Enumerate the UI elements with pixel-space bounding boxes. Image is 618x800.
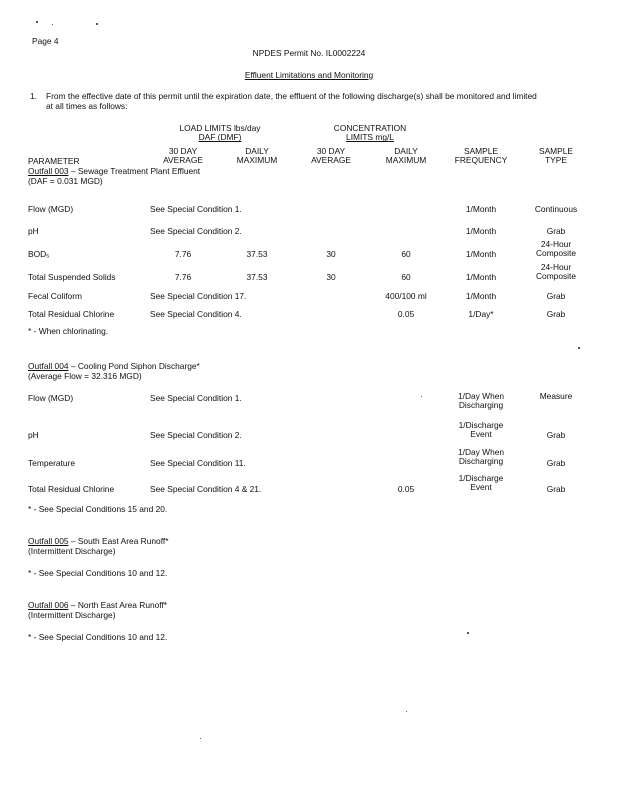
outfall-006-subtitle: (Intermittent Discharge) bbox=[28, 610, 116, 620]
table-row-type: 24-Hour Composite bbox=[535, 262, 577, 282]
table-row-spec: See Special Condition 1. bbox=[150, 204, 242, 214]
sample-type-header: SAMPLE TYPE bbox=[539, 146, 573, 166]
conc-30day-average-header: 30 DAY AVERAGE bbox=[311, 146, 351, 166]
scan-speck bbox=[36, 21, 38, 23]
table-row-param: pH bbox=[28, 226, 39, 236]
sample-frequency-header: SAMPLE FREQUENCY bbox=[454, 146, 508, 166]
scan-speck bbox=[52, 24, 53, 25]
table-row-frequency: 1/Discharge Event bbox=[458, 473, 504, 493]
table-row-spec: See Special Condition 1. bbox=[150, 393, 242, 403]
intro-line-1: From the effective date of this permit until the expiration date, the effluent of the following discharge(s) shall be monitored and limited bbox=[46, 91, 537, 101]
table-row-load-average: 7.76 bbox=[174, 272, 192, 282]
outfall-004-title: Outfall 004 – Cooling Pond Siphon Discharge* bbox=[28, 361, 200, 371]
section-title: Effluent Limitations and Monitoring bbox=[244, 70, 374, 80]
intro-line-2: at all times as follows: bbox=[46, 101, 128, 111]
concentration-limits-header: CONCENTRATION LIMITS mg/L bbox=[333, 123, 407, 143]
table-row-load-average: 7.76 bbox=[174, 249, 192, 259]
outfall-006-footnote: * - See Special Conditions 10 and 12. bbox=[28, 632, 168, 642]
table-row-frequency: 1/Month bbox=[465, 249, 497, 259]
table-row-type: Grab bbox=[546, 291, 566, 301]
table-row-param: Temperature bbox=[28, 458, 76, 468]
outfall-004-link: Outfall 004 bbox=[28, 361, 69, 371]
load-limits-header: LOAD LIMITS lbs/day DAF (DMF) bbox=[179, 123, 261, 143]
outfall-006-title: Outfall 006 – North East Area Runoff* bbox=[28, 600, 168, 610]
table-row-frequency: 1/Month bbox=[465, 272, 497, 282]
table-row-load-maximum: 37.53 bbox=[246, 272, 268, 282]
outfall-005-title: Outfall 005 – South East Area Runoff* bbox=[28, 536, 169, 546]
table-row-frequency: 1/Month bbox=[465, 291, 497, 301]
scan-speck bbox=[406, 711, 407, 712]
table-row-type: Grab bbox=[546, 226, 566, 236]
table-row-param: Flow (MGD) bbox=[28, 204, 74, 214]
table-row-param: Total Residual Chlorine bbox=[28, 309, 115, 319]
table-row-param: Flow (MGD) bbox=[28, 393, 74, 403]
table-row-param: pH bbox=[28, 430, 39, 440]
table-row-type: Grab bbox=[546, 458, 566, 468]
table-row-type: Grab bbox=[546, 309, 566, 319]
table-row-conc-average: 30 bbox=[326, 272, 336, 282]
intro-number: 1. bbox=[30, 91, 37, 101]
table-row-conc-maximum: 60 bbox=[401, 249, 411, 259]
table-row-spec: See Special Condition 2. bbox=[150, 226, 242, 236]
load-30day-average-header: 30 DAY AVERAGE bbox=[163, 146, 203, 166]
parameter-header: PARAMETER bbox=[28, 156, 80, 166]
scan-speck bbox=[578, 347, 580, 349]
outfall-006-link: Outfall 006 bbox=[28, 600, 69, 610]
page-label: Page 4 bbox=[32, 36, 59, 46]
scan-speck bbox=[96, 23, 98, 25]
table-row-param: BOD₅ bbox=[28, 249, 50, 259]
outfall-003-footnote: * - When chlorinating. bbox=[28, 326, 109, 336]
outfall-004-footnote: * - See Special Conditions 15 and 20. bbox=[28, 504, 168, 514]
table-row-type: 24-Hour Composite bbox=[535, 239, 577, 259]
outfall-003-title: Outfall 003 – Sewage Treatment Plant Effluent bbox=[28, 166, 201, 176]
scan-speck bbox=[200, 738, 201, 739]
outfall-003-subtitle: (DAF = 0.031 MGD) bbox=[28, 176, 103, 186]
table-row-frequency: 1/Day When Discharging bbox=[457, 391, 505, 411]
outfall-005-footnote: * - See Special Conditions 10 and 12. bbox=[28, 568, 168, 578]
table-row-frequency: 1/Day When Discharging bbox=[457, 447, 505, 467]
table-row-param: Total Residual Chlorine bbox=[28, 484, 115, 494]
table-row-frequency: 1/Month bbox=[465, 204, 497, 214]
table-row-frequency: 1/Month bbox=[465, 226, 497, 236]
outfall-005-subtitle: (Intermittent Discharge) bbox=[28, 546, 116, 556]
table-row-type: Measure bbox=[539, 391, 573, 401]
table-row-param: Fecal Coliform bbox=[28, 291, 82, 301]
table-row-frequency: 1/Day* bbox=[468, 309, 494, 319]
table-row-conc-maximum: 60 bbox=[401, 272, 411, 282]
scan-speck bbox=[421, 396, 422, 397]
permit-number: NPDES Permit No. IL0002224 bbox=[252, 48, 366, 58]
table-row-conc-average: 30 bbox=[326, 249, 336, 259]
outfall-005-link: Outfall 005 bbox=[28, 536, 69, 546]
table-row-type: Grab bbox=[546, 484, 566, 494]
table-row-spec: See Special Condition 11. bbox=[150, 458, 246, 468]
table-row-spec: See Special Condition 4 & 21. bbox=[150, 484, 262, 494]
outfall-003-link: Outfall 003 bbox=[28, 166, 69, 176]
outfall-004-subtitle: (Average Flow = 32.316 MGD) bbox=[28, 371, 142, 381]
table-row-conc-maximum: 0.05 bbox=[397, 484, 415, 494]
table-row-spec: See Special Condition 2. bbox=[150, 430, 242, 440]
table-row-frequency: 1/Discharge Event bbox=[458, 420, 504, 440]
scan-speck bbox=[467, 632, 469, 634]
conc-daily-maximum-header: DAILY MAXIMUM bbox=[385, 146, 427, 166]
load-daily-maximum-header: DAILY MAXIMUM bbox=[236, 146, 278, 166]
table-row-param: Total Suspended Solids bbox=[28, 272, 116, 282]
table-row-conc-maximum: 0.05 bbox=[397, 309, 415, 319]
table-row-type: Continuous bbox=[534, 204, 578, 214]
table-row-type: Grab bbox=[546, 430, 566, 440]
table-row-load-maximum: 37.53 bbox=[246, 249, 268, 259]
table-row-spec: See Special Condition 17. bbox=[150, 291, 247, 301]
table-row-conc-maximum: 400/100 ml bbox=[385, 291, 427, 301]
table-row-spec: See Special Condition 4. bbox=[150, 309, 242, 319]
